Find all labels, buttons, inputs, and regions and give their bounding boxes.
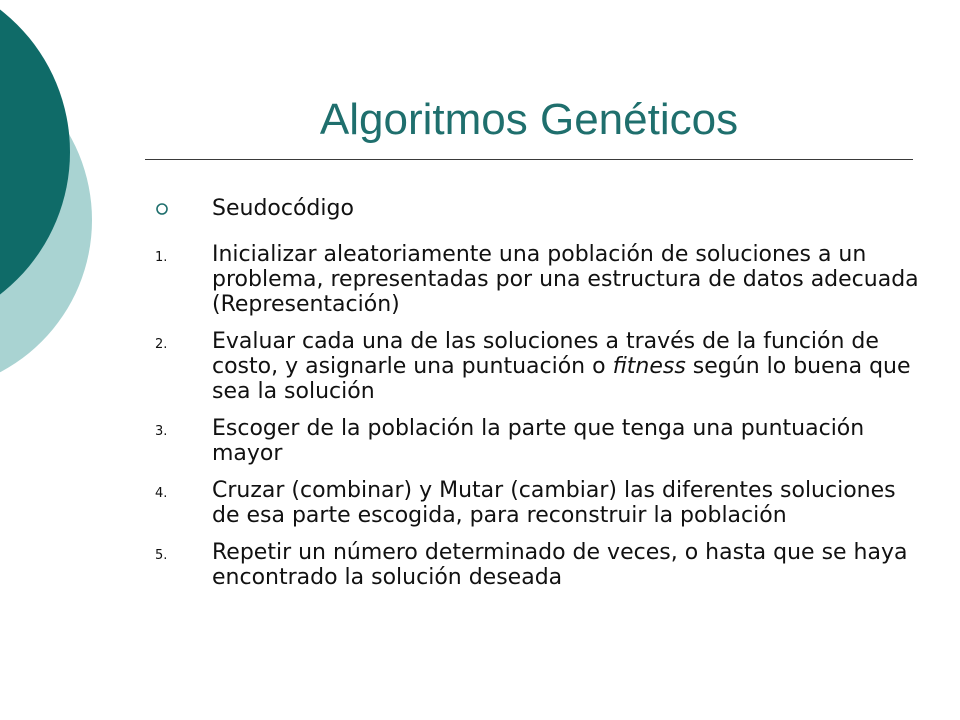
list-item-step-2 bbox=[155, 329, 925, 404]
step-text: Repetir un número determinado de veces, o hasta que se haya encontrado la solución deseada bbox=[212, 540, 908, 590]
step-text: Inicializar aleatoriamente una población de soluciones a un problema, representadas por una estructura de datos adecuada (Representación) bbox=[212, 242, 919, 317]
list-item-step-3 bbox=[155, 416, 925, 466]
step-number: 3. bbox=[155, 424, 168, 439]
decorative-circles bbox=[0, 0, 140, 420]
step-text bbox=[212, 329, 925, 404]
step-text: Escoger de la población la parte que tenga una puntuación mayor bbox=[212, 416, 865, 466]
slide-title: Algoritmos Genéticos bbox=[319, 95, 739, 144]
title-divider bbox=[145, 159, 913, 160]
step-number: 1. bbox=[155, 250, 168, 265]
list-item-step-1 bbox=[155, 242, 925, 317]
step-text-part: según lo buena que sea la solución bbox=[212, 354, 911, 404]
step-number: 2. bbox=[155, 337, 168, 352]
list-item-seudocodigo bbox=[155, 196, 925, 230]
slide-content bbox=[155, 196, 925, 602]
list-item-step-4 bbox=[155, 478, 925, 528]
fitness-term: fitness bbox=[612, 354, 686, 379]
list-item-step-5 bbox=[155, 540, 925, 590]
hollow-circle-bullet-icon bbox=[155, 196, 212, 230]
step-text-part: Evaluar cada una de las soluciones a través de la función de costo, y asignarle una puntuación o bbox=[212, 329, 879, 379]
step-number: 4. bbox=[155, 486, 168, 501]
step-text: Cruzar (combinar) y Mutar (cambiar) las diferentes soluciones de esa parte escogida, para reconstruir la población bbox=[212, 478, 896, 528]
heading-bullet-text: Seudocódigo bbox=[212, 196, 354, 221]
step-number: 5. bbox=[155, 548, 168, 563]
